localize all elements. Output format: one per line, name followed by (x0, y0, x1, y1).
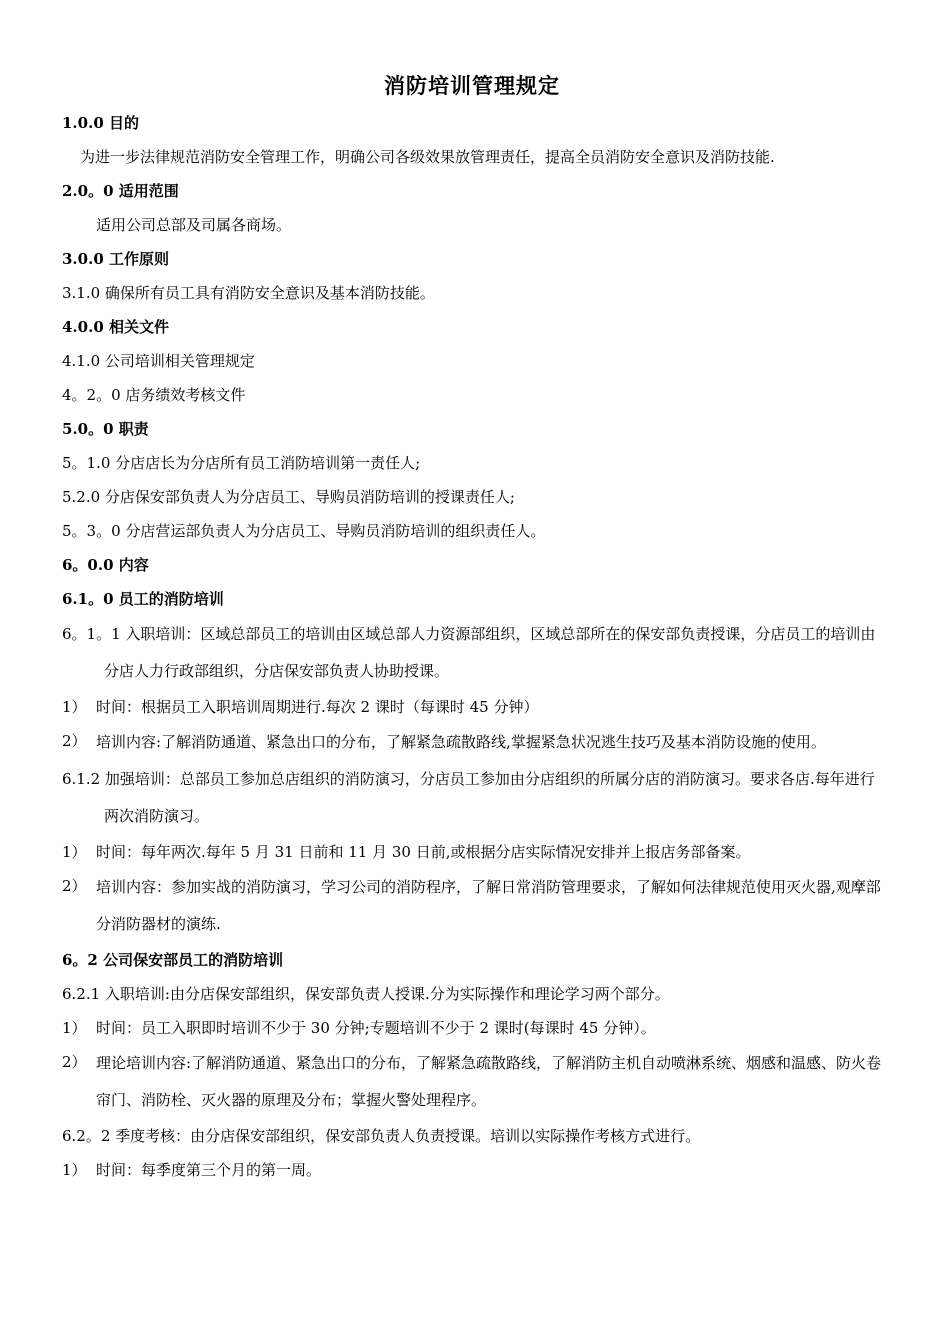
list-item-text: 理论培训内容:了解消防通道、紧急出口的分布，了解紧急疏散路线，了解消防主机自动喷淋系统、烟感和温感、防火卷帘门、消防栓、灭火器的原理及分布；掌握火警处理程序。 (96, 1054, 882, 1109)
list-item (62, 1011, 882, 1045)
section-6-1-2: 6.1.2 加强培训：总部员工参加总店组织的消防演习，分店员工参加由分店组织的所属分店的消防演习。要求各店.每年进行两次消防演习。 (62, 770, 875, 825)
list-item (62, 1153, 882, 1187)
section-2-heading: 2.0。0 适用范围 (62, 182, 179, 200)
section-6-2-2: 6.2。2 季度考核：由分店保安部组织，保安部负责人负责授课。培训以实际操作考核方式进行。 (62, 1127, 701, 1145)
list-item (62, 690, 882, 724)
section-1-text: 为进一步法律规范消防安全管理工作，明确公司各级效果放管理责任，提高全员消防安全意识及消防技能. (80, 148, 775, 166)
document-page (62, 70, 882, 1187)
section-3-heading: 3.0.0 工作原则 (62, 250, 169, 268)
section-6-1-1: 6。1。1 入职培训：区域总部员工的培训由区域总部人力资源部组织，区域总部所在的保安部负责授课，分店员工的培训由分店人力行政部组织，分店保安部负责人协助授课。 (62, 625, 876, 680)
list-item-number: 1） (62, 698, 87, 716)
list-item-text: 时间：员工入职即时培训不少于 30 分钟;专题培训不少于 2 课时(每课时 45 分钟）。 (96, 1019, 656, 1037)
section-5-3: 5。3。0 分店营运部负责人为分店员工、导购员消防培训的组织责任人。 (62, 522, 546, 540)
list-item-text: 时间：每年两次.每年 5 月 31 日前和 11 月 30 日前,或根据分店实际情况安排并上报店务部备案。 (96, 843, 751, 861)
list-item-number: 1） (62, 843, 87, 861)
section-6-2-heading: 6。2 公司保安部员工的消防培训 (62, 951, 284, 969)
list-item-text: 培训内容:了解消防通道、紧急出口的分布，了解紧急疏散路线,掌握紧急状况逃生技巧及基本消防设施的使用。 (96, 733, 826, 751)
section-4-2: 4。2。0 店务绩效考核文件 (62, 386, 246, 404)
list-item-text: 时间：每季度第三个月的第一周。 (96, 1161, 322, 1179)
list-item-text: 培训内容：参加实战的消防演习，学习公司的消防程序，了解日常消防管理要求，了解如何法律规范使用灭火器,观摩部分消防器材的演练. (96, 878, 881, 933)
section-5-1: 5。1.0 分店店长为分店所有员工消防培训第一责任人; (62, 454, 421, 472)
document-title: 消防培训管理规定 (384, 73, 560, 98)
list-item (62, 724, 882, 761)
section-6-1-heading: 6.1。0 员工的消防培训 (62, 590, 224, 608)
list-item-number: 1） (62, 1019, 87, 1037)
section-4-1: 4.1.0 公司培训相关管理规定 (62, 352, 255, 370)
list-item-number: 2） (62, 1053, 87, 1071)
section-2-text: 适用公司总部及司属各商场。 (96, 216, 292, 234)
section-6-heading: 6。0.0 内容 (62, 556, 149, 574)
section-3-1: 3.1.0 确保所有员工具有消防安全意识及基本消防技能。 (62, 284, 435, 302)
section-5-2: 5.2.0 分店保安部负责人为分店员工、导购员消防培训的授课责任人; (62, 488, 515, 506)
list-item (62, 869, 882, 943)
list-item-number: 1） (62, 1161, 87, 1179)
list-item-text: 时间：根据员工入职培训周期进行.每次 2 课时（每课时 45 分钟） (96, 698, 539, 716)
section-5-heading: 5.0。0 职责 (62, 420, 149, 438)
section-4-heading: 4.0.0 相关文件 (62, 318, 169, 336)
section-6-2-1: 6.2.1 入职培训:由分店保安部组织，保安部负责人授课.分为实际操作和理论学习两个部分。 (62, 985, 670, 1003)
list-item-number: 2） (62, 877, 87, 895)
list-item (62, 1045, 882, 1119)
section-1-heading: 1.0.0 目的 (62, 114, 139, 132)
list-item-number: 2） (62, 732, 87, 750)
list-item (62, 835, 882, 869)
